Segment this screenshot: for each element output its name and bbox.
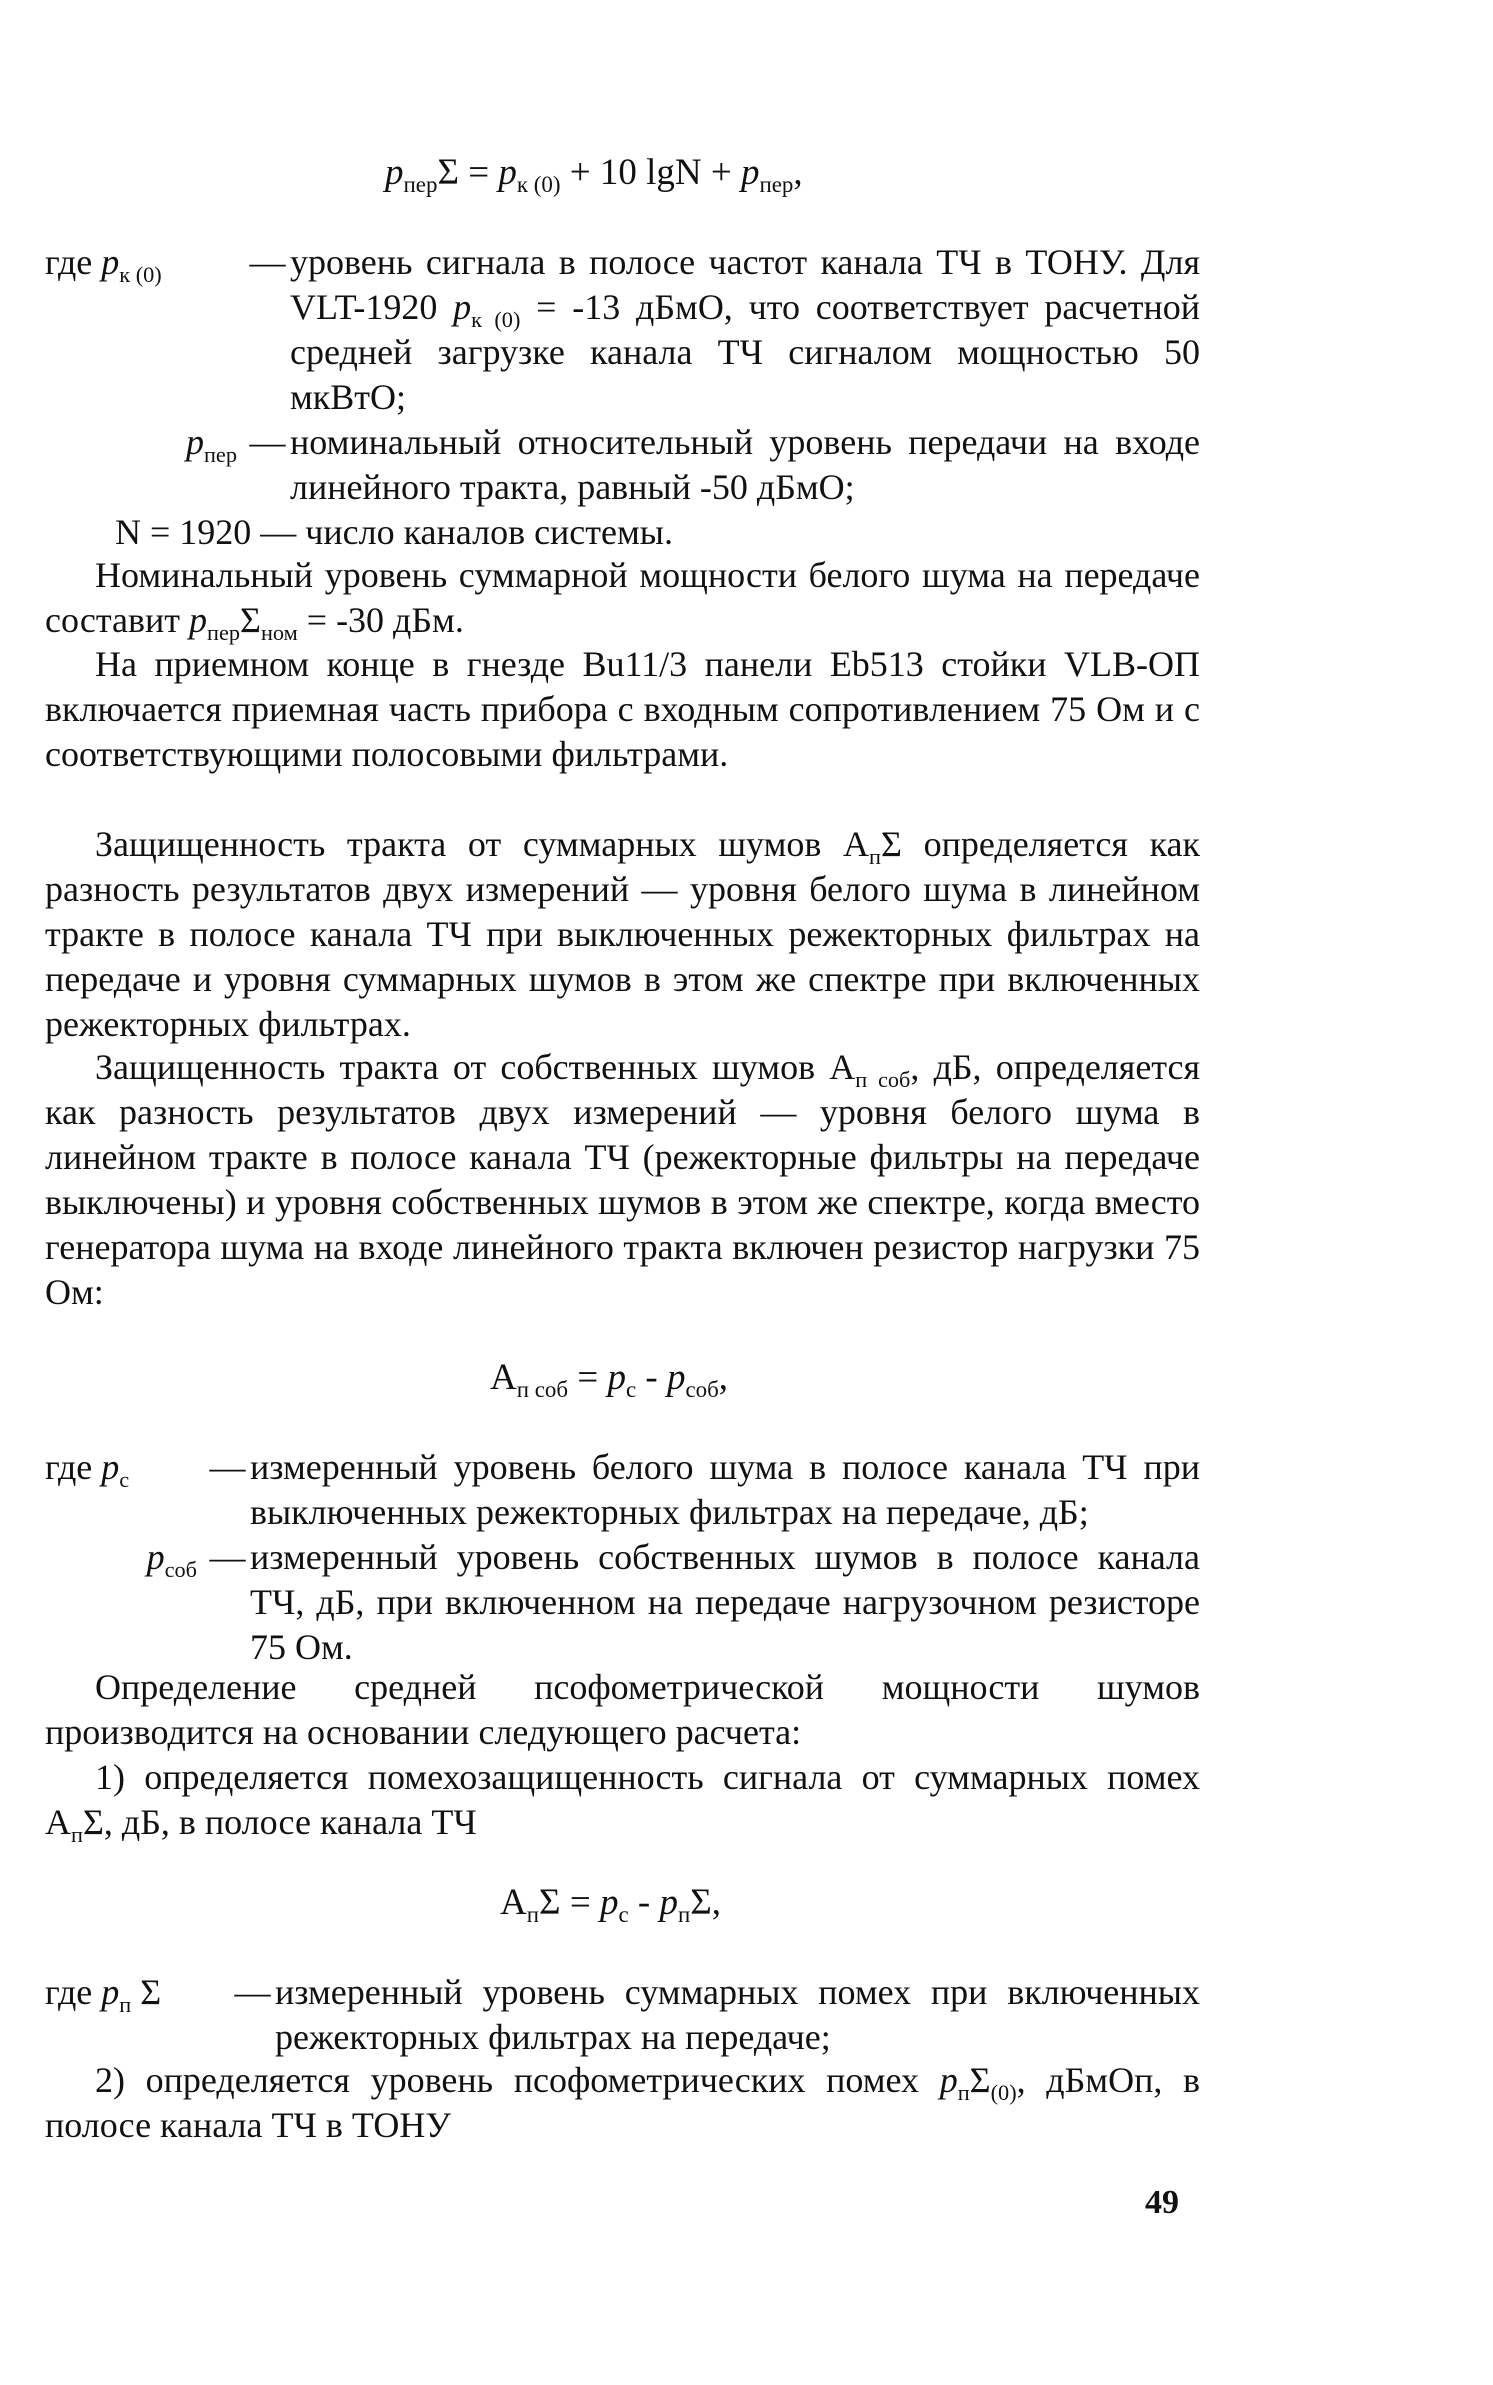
symbol-p: р bbox=[146, 1537, 165, 1577]
definition-item bbox=[45, 1970, 1200, 2060]
paragraph: Определение средней псофометрической мощности шумов производится на основании следующего расчета: bbox=[45, 1667, 1200, 1752]
formula-tail: , bbox=[793, 152, 803, 193]
text-part: Номинальный уровень суммарной мощности белого шума на передаче составит bbox=[45, 555, 1200, 640]
subscript: соб bbox=[685, 1377, 719, 1403]
definition-item bbox=[45, 420, 1200, 510]
symbol-a: А bbox=[490, 1357, 517, 1398]
subscript: п bbox=[526, 1902, 540, 1928]
sigma: Σ bbox=[437, 152, 459, 193]
definition-dash: — bbox=[209, 1447, 246, 1487]
text-part: , дБмОп, в полосе канала ТЧ в ТОНУ bbox=[45, 2060, 1201, 2145]
subscript: пер bbox=[203, 441, 237, 467]
text-part: Σ определяется как разность результатов двух измерений — уровня белого шума в линейном тракте в полосе канала ТЧ при выключенных режекторных фильтрах на передаче и уровня суммарных шумов в этом же спектре при включенных режекторных фильтрах. bbox=[45, 824, 1200, 1044]
formula-noise-power bbox=[385, 150, 803, 198]
paragraph bbox=[45, 2058, 1200, 2148]
definitions-3 bbox=[45, 1970, 1200, 2060]
text-part: уровень сигнала в полосе частот канала ТЧ в ТОНУ. Для VLT-1920 bbox=[290, 242, 1200, 327]
text-part: Защищенность тракта от собственных шумов А bbox=[95, 1047, 856, 1087]
subscript: к (0) bbox=[471, 306, 521, 332]
definition-text bbox=[290, 240, 1200, 420]
text-part: = -13 дБмО, что соответствует расчетной средней загрузке канала ТЧ сигналом мощностью 50 мкВтО; bbox=[290, 287, 1201, 417]
sigma: Σ bbox=[690, 1882, 712, 1923]
formula-own-noise bbox=[490, 1355, 729, 1403]
subscript: п соб bbox=[516, 1377, 569, 1403]
symbol-p: р bbox=[101, 242, 120, 282]
text-part: = -30 дБм. bbox=[297, 600, 464, 640]
subscript: пер bbox=[759, 172, 794, 198]
subscript: пер bbox=[207, 619, 241, 645]
symbol-p: р bbox=[740, 152, 760, 193]
symbol-p: р bbox=[659, 1882, 678, 1923]
minus: - bbox=[636, 1357, 667, 1398]
sigma: Σ bbox=[240, 600, 261, 640]
definition-dash: — bbox=[249, 242, 286, 282]
subscript: п bbox=[677, 1902, 691, 1928]
text-part: Защищенность тракта от суммарных шумов А bbox=[95, 824, 870, 864]
sigma: Σ bbox=[539, 1882, 561, 1923]
lead-word: где bbox=[45, 242, 102, 282]
paragraph bbox=[45, 1755, 1200, 1845]
subscript: с bbox=[119, 1466, 130, 1492]
definitions-1 bbox=[45, 240, 1200, 510]
definition-text: номинальный относительный уровень передачи на входе линейного тракта, равный -50 дБмО; bbox=[290, 422, 1200, 507]
equals: = bbox=[458, 152, 499, 193]
formula-middle: + 10 lgN + bbox=[560, 152, 741, 193]
subscript: п bbox=[869, 843, 881, 869]
paragraph bbox=[45, 1045, 1200, 1315]
text-part: , дБ, определяется как разность результатов двух измерений — уровня белого шума в линейном тракте в полосе канала ТЧ (режекторные фильтры на передаче выключены) и уровня собственных шумов в этом же спектре, когда вместо генератора шума на входе линейного тракта включен резистор нагрузки 75 Ом: bbox=[45, 1047, 1201, 1312]
subscript: к (0) bbox=[119, 261, 162, 287]
definition-item bbox=[45, 240, 1200, 420]
definition-term bbox=[45, 1445, 205, 1490]
definition-dash: — bbox=[234, 1972, 271, 2012]
formula-tail: , bbox=[711, 1882, 722, 1923]
page-number: 49 bbox=[1145, 2184, 1179, 2221]
symbol-p: р bbox=[453, 287, 472, 327]
subscript: с bbox=[618, 1902, 629, 1928]
subscript: п bbox=[119, 1991, 132, 2017]
subscript: с bbox=[625, 1377, 637, 1403]
definition-text: измеренный уровень собственных шумов в полосе канала ТЧ, дБ, при включенном на передаче нагрузочном резисторе 75 Ом. bbox=[250, 1537, 1200, 1667]
symbol-p: р bbox=[607, 1357, 626, 1398]
text-part: 2) определяется уровень псофометрических помех bbox=[95, 2060, 940, 2100]
definition-text: измеренный уровень суммарных помех при включенных режекторных фильтрах на передаче; bbox=[275, 1972, 1200, 2057]
definition-item bbox=[45, 1535, 1200, 1670]
equals: = bbox=[568, 1357, 608, 1398]
definition-item bbox=[45, 1445, 1200, 1535]
paragraph bbox=[45, 822, 1200, 1047]
definition-term bbox=[45, 240, 245, 285]
lead-word: где bbox=[45, 1972, 102, 2012]
definitions-2 bbox=[45, 1445, 1200, 1670]
symbol-p: р bbox=[939, 2060, 958, 2100]
text-part: 1) определяется помехозащищенность сигнала от суммарных помех А bbox=[45, 1757, 1200, 1842]
definition-term bbox=[45, 420, 245, 465]
definition-dash: — bbox=[249, 422, 286, 462]
subscript: (0) bbox=[990, 2079, 1017, 2105]
formula-total-noise bbox=[500, 1880, 722, 1928]
equals: = bbox=[560, 1882, 600, 1923]
subscript: п соб bbox=[855, 1066, 911, 1092]
definition-term bbox=[45, 1970, 230, 2015]
symbol-a: А bbox=[500, 1882, 527, 1923]
symbol-p: р bbox=[498, 152, 517, 193]
definition-dash: — bbox=[209, 1537, 246, 1577]
symbol-p: р bbox=[101, 1447, 120, 1487]
sigma: Σ bbox=[969, 2060, 991, 2100]
symbol-p: р bbox=[101, 1972, 120, 2012]
formula-tail: , bbox=[718, 1357, 729, 1398]
sigma: Σ bbox=[131, 1972, 162, 2012]
symbol-p: р bbox=[185, 422, 204, 462]
paragraph: На приемном конце в гнезде Bu11/3 панели Eb513 стойки VLB-ОП включается приемная часть прибора с входным сопротивлением 75 Ом и с соответствующими полосовыми фильтрами. bbox=[45, 644, 1200, 774]
subscript: к (0) bbox=[516, 172, 561, 198]
symbol-p: р bbox=[666, 1357, 686, 1398]
minus: - bbox=[628, 1882, 660, 1923]
symbol-p: р bbox=[385, 152, 404, 193]
subscript: пер bbox=[403, 172, 438, 198]
symbol-p: р bbox=[189, 600, 207, 640]
text-part: Σ, дБ, в полосе канала ТЧ bbox=[82, 1802, 477, 1842]
lead-word: где bbox=[45, 1447, 102, 1487]
subscript: соб bbox=[164, 1556, 197, 1582]
n-line: N = 1920 — число каналов системы. bbox=[115, 512, 673, 552]
subscript: п bbox=[957, 2079, 970, 2105]
subscript: ном bbox=[260, 619, 298, 645]
definition-term bbox=[45, 1535, 205, 1580]
subscript: п bbox=[71, 1821, 83, 1847]
definition-text: измеренный уровень белого шума в полосе канала ТЧ при выключенных режекторных фильтрах на передаче, дБ; bbox=[250, 1447, 1200, 1532]
paragraph bbox=[45, 553, 1200, 643]
symbol-p: р bbox=[599, 1882, 619, 1923]
